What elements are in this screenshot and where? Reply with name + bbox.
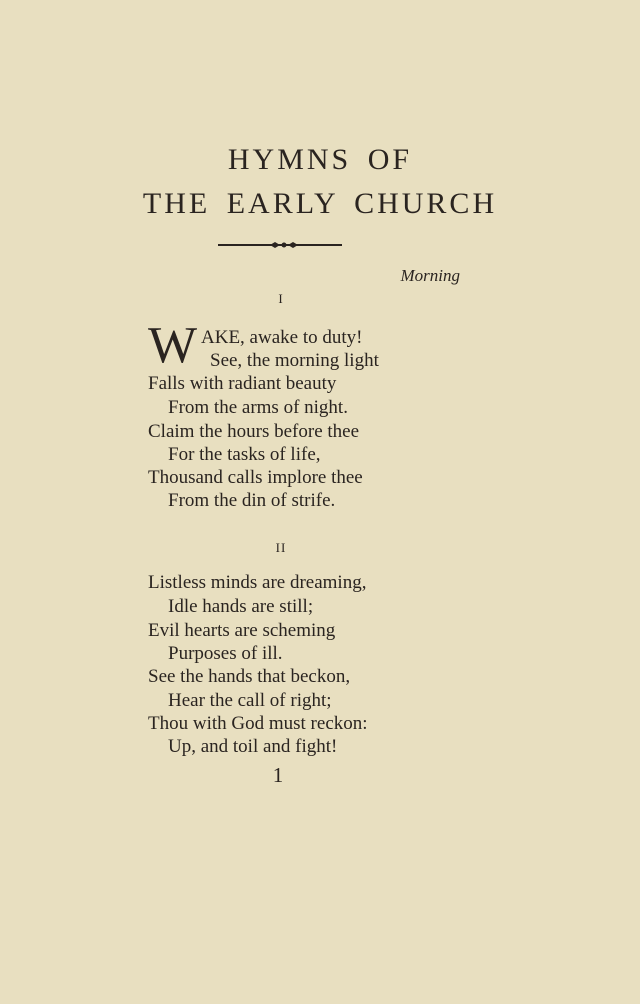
hymn-subtitle: Morning	[400, 266, 460, 285]
verse-line: From the din of strife.	[168, 490, 336, 511]
verse-line: Idle hands are still;	[168, 596, 314, 617]
book-title-line-1: HYMNS OF	[227, 143, 413, 176]
book-title-line-2: THE EARLY CHURCH	[142, 187, 498, 220]
stanza-number: II	[275, 540, 287, 555]
verse-line: See, the morning light	[210, 350, 379, 371]
verse-line: Thou with God must reckon:	[148, 713, 368, 734]
verse-line: Listless minds are dreaming,	[148, 572, 367, 593]
ornament-divider	[218, 239, 342, 251]
verse-line: Falls with radiant beauty	[148, 373, 337, 394]
verse-line: See the hands that beckon,	[148, 666, 351, 687]
verse-line: Up, and toil and fight!	[168, 736, 338, 757]
verse-line: Claim the hours before thee	[148, 421, 360, 442]
drop-cap: W	[148, 317, 198, 374]
verse-line: Hear the call of right;	[168, 690, 332, 711]
verse-line: Purposes of ill.	[168, 643, 283, 664]
verse-line: AKE, awake to duty!	[201, 327, 363, 348]
verse-line: Thousand calls implore thee	[148, 467, 363, 488]
verse-line: Evil hearts are scheming	[148, 620, 336, 641]
stanza-number: I	[278, 291, 284, 306]
verse-line: From the arms of night.	[168, 397, 348, 418]
page-number: 1	[272, 763, 284, 787]
verse-line: For the tasks of life,	[168, 444, 321, 465]
